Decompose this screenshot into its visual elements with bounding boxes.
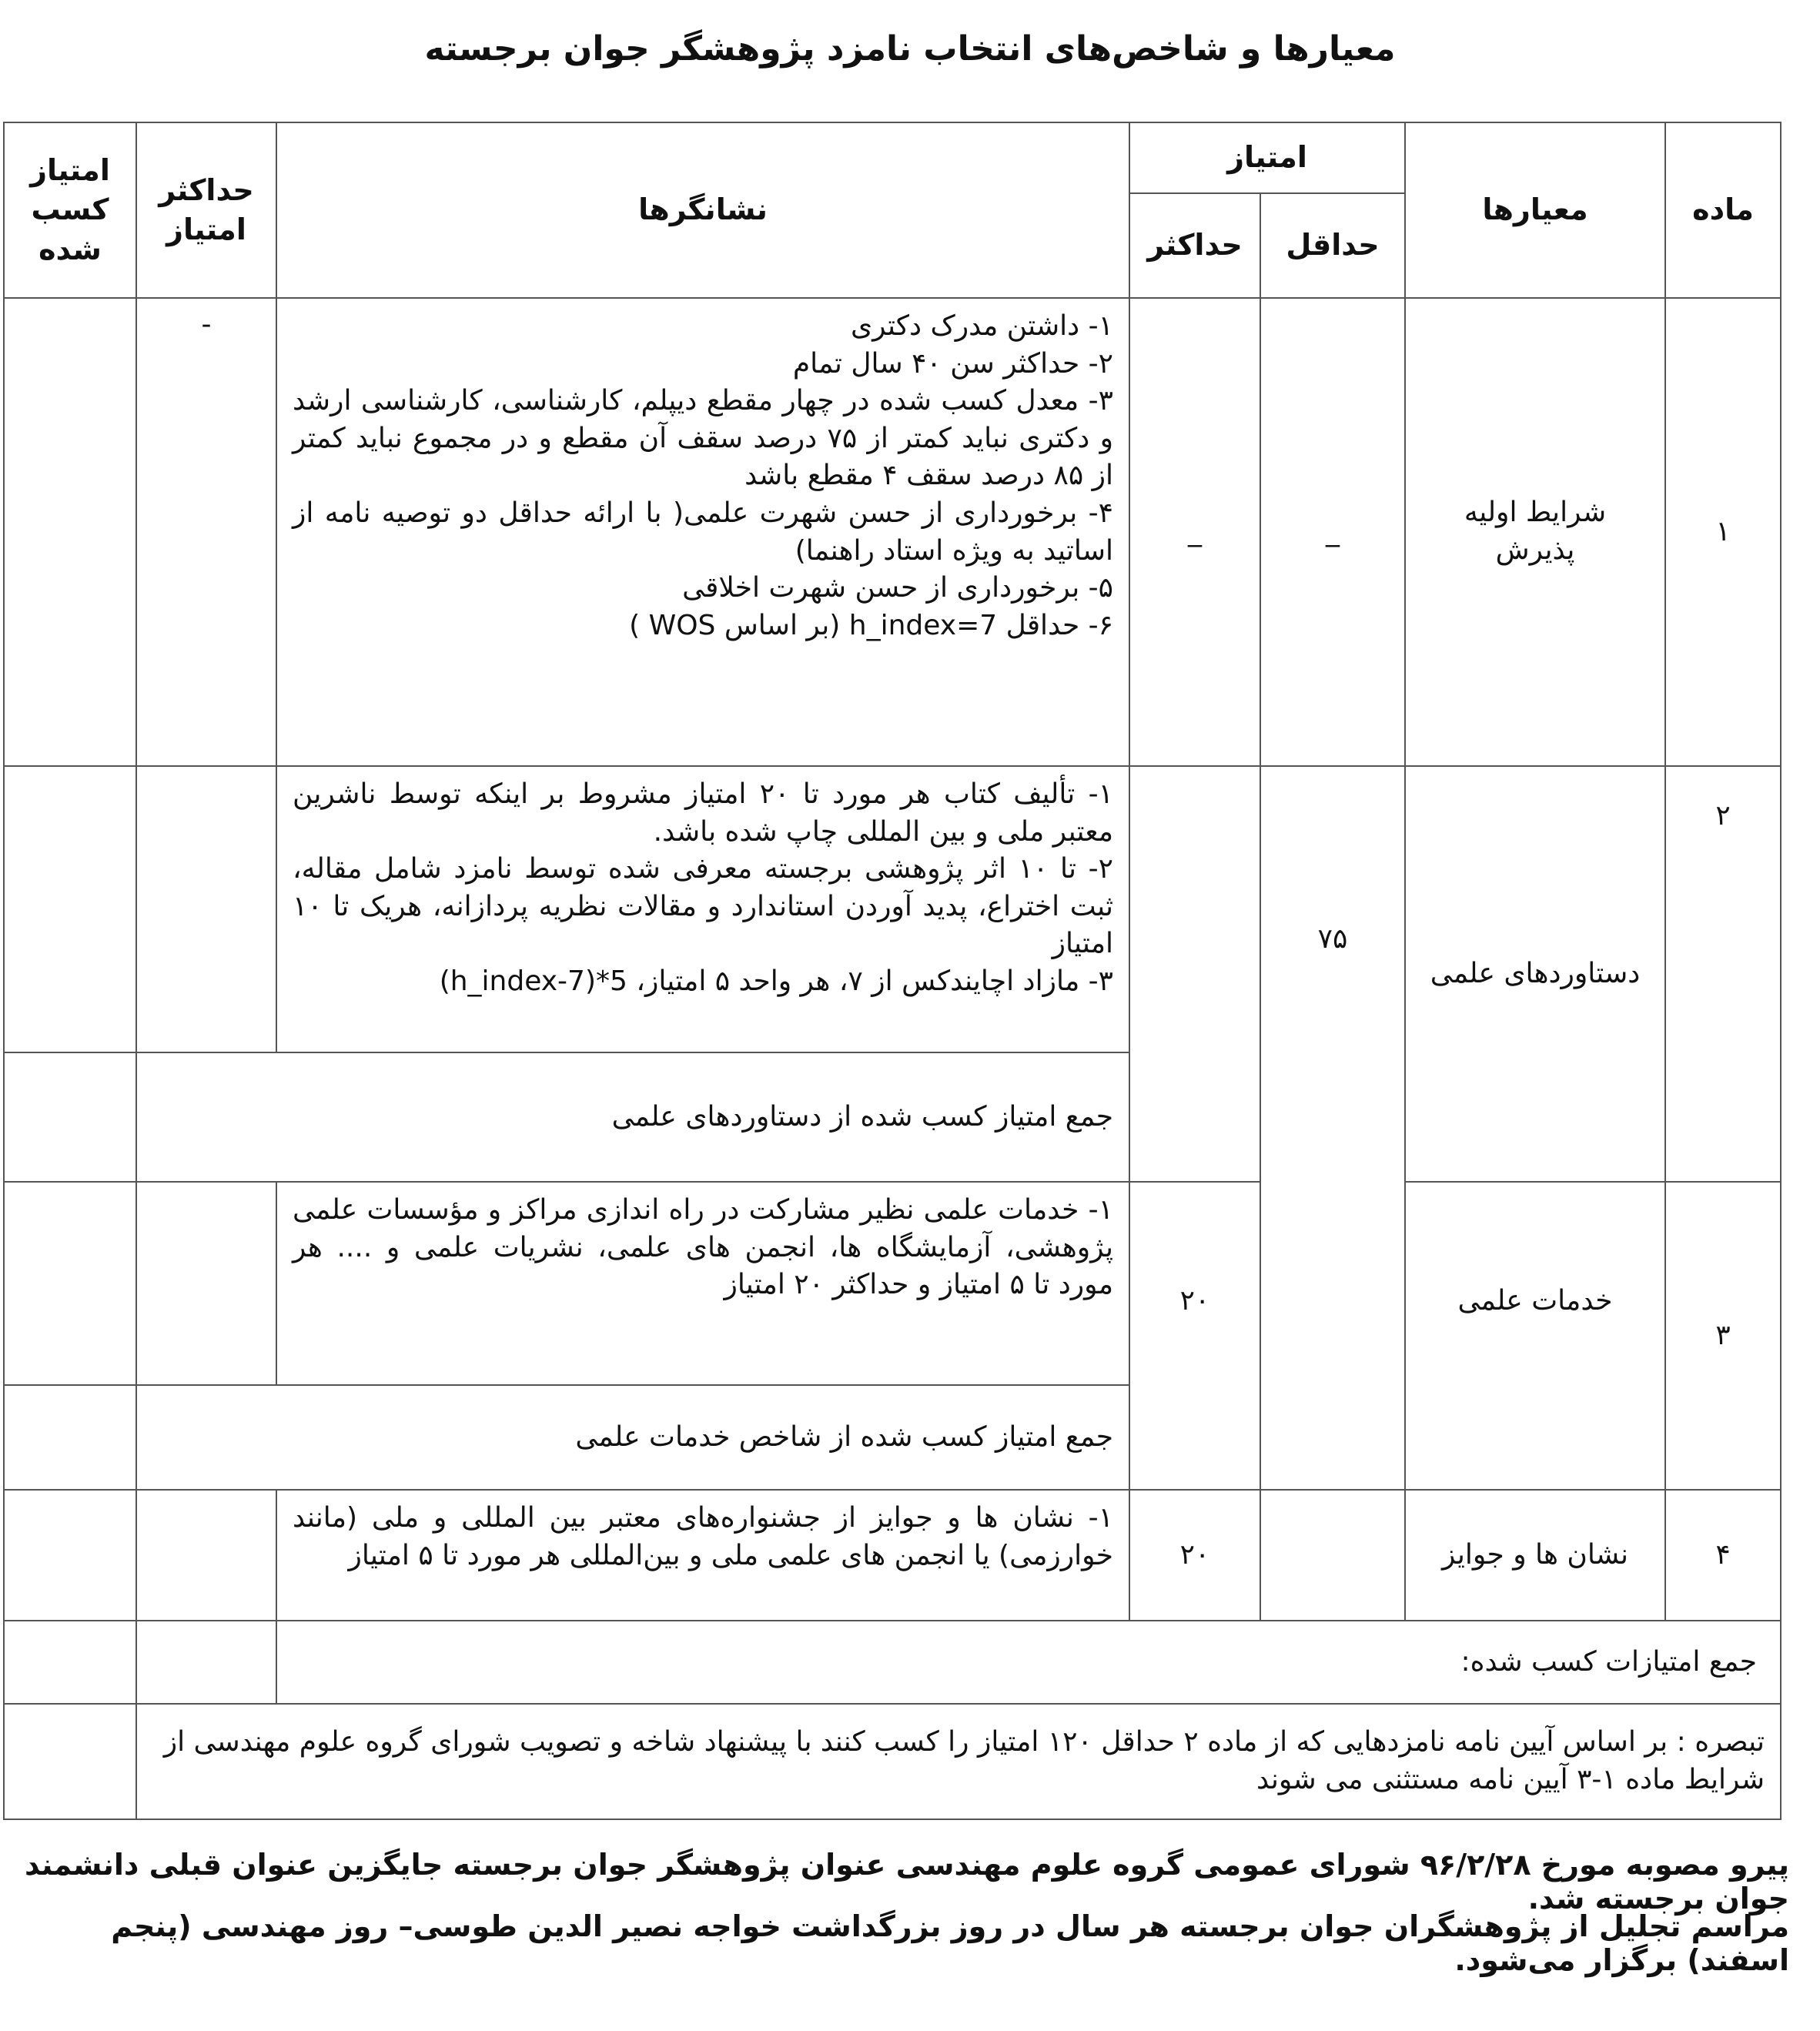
header-max-points: حداکثر امتیاز [136, 122, 276, 298]
header-criteria: معیارها [1405, 122, 1665, 298]
row-earned [4, 298, 136, 766]
indicator-item: ۱- داشتن مدرک دکتری [851, 310, 1113, 342]
table-row [4, 1490, 1781, 1621]
row-max-points: - [136, 298, 276, 766]
note-row [4, 1704, 1781, 1819]
total-row [4, 1621, 1781, 1704]
header-row [4, 122, 1781, 193]
row-earned [4, 1490, 136, 1621]
footer-line: پیرو مصوبه مورخ ۹۶/۲/۲۸ شورای عمومی گروه علوم مهندسی عنوان پژوهشگر جوان برجسته جایگزین عنوان قبلی دانشمند جوان برجسته شد. [25, 1848, 1789, 1916]
page-title: معیارها و شاخص‌های انتخاب نامزد پژوهشگر جوان برجسته [424, 29, 1396, 69]
row-indicators [276, 1490, 1129, 1621]
row-max: _ [1129, 298, 1260, 766]
row-max-points [136, 766, 276, 1052]
indicator-item: ۶- حداقل h_index=7 (بر اساس WOS ) [629, 609, 1113, 641]
row-num: ۲ [1665, 766, 1781, 1182]
row-indicators [276, 1182, 1129, 1385]
row-min: _ [1260, 298, 1405, 766]
footer-line: مراسم تجلیل از پژوهشگران جوان برجسته هر سال در روز بزرگداشت خواجه نصیر الدین طوسی– روز مهندسی (پنجم اسفند) برگزار می‌شود. [111, 1909, 1789, 1977]
row-max-points [136, 1490, 276, 1621]
row-num: ۱ [1665, 298, 1781, 766]
indicator-item: ۲- حداکثر سن ۴۰ سال تمام [792, 347, 1113, 380]
note-text: تبصره : بر اساس آیین نامه نامزدهایی که از ماده ۲ حداقل ۱۲۰ امتیاز را کسب کنند با پیشنهاد شاخه و تصویب شورای گروه علوم مهندسی از شرایط ماده ۱-۳ آیین نامه مستثنی می شوند [136, 1704, 1781, 1819]
row-min [1260, 1490, 1405, 1621]
row-max: ۲۰ [1129, 1182, 1260, 1490]
row-max-points [136, 1182, 276, 1385]
row-criteria: شرایط اولیه پذیرش [1405, 298, 1665, 766]
sum-label: جمع امتیاز کسب شده از دستاوردهای علمی [136, 1052, 1129, 1182]
note-earned [4, 1704, 136, 1819]
total-earned [4, 1621, 136, 1704]
header-score: امتیاز [1129, 122, 1405, 193]
row-criteria: خدمات علمی [1405, 1182, 1665, 1490]
indicator-item: ۱- خدمات علمی نظیر مشارکت در راه اندازی مراکز و مؤسسات علمی پژوهشی، آزمایشگاه ها، انجمن های علمی، نشریات علمی و .... هر مورد تا ۵ امتیاز و حداکثر ۲۰ امتیاز [293, 1194, 1113, 1301]
row-earned [4, 766, 136, 1052]
row-earned [4, 1182, 136, 1385]
header-indicators: نشانگرها [276, 122, 1129, 298]
row-indicators [276, 298, 1129, 766]
indicator-item: ۱- نشان ها و جوایز از جشنواره‌های معتبر بین المللی و ملی (مانند خوارزمی) یا انجمن های علمی ملی و بین‌المللی هر مورد تا ۵ امتیاز [293, 1502, 1113, 1571]
table-row [4, 1182, 1781, 1385]
row-num: ۳ [1665, 1182, 1781, 1490]
header-num: ماده [1665, 122, 1781, 298]
indicator-item: ۳- معدل کسب شده در چهار مقطع دیپلم، کارشناسی، کارشناسی ارشد و دکتری نباید کمتر از ۷۵ درصد سقف آن مقطع و در مجموع نباید کمتر از ۸۵ درصد سقف ۴ مقطع باشد [293, 385, 1114, 492]
row-indicators [276, 766, 1129, 1052]
criteria-table [3, 122, 1782, 1820]
sum-label: جمع امتیاز کسب شده از شاخص خدمات علمی [136, 1385, 1129, 1490]
total-max-points [136, 1621, 276, 1704]
indicator-item: ۳- مازاد اچایندکس از ۷، هر واحد ۵ امتیاز، 5*(h_index-7) [439, 965, 1113, 997]
header-earned: امتیاز کسب شده [4, 122, 136, 298]
table-row [4, 298, 1781, 766]
row-max [1129, 766, 1260, 1182]
indicator-item: ۵- برخورداری از حسن شهرت اخلاقی [682, 572, 1113, 604]
sum-earned [4, 1385, 136, 1490]
total-label: جمع امتیازات کسب شده: [276, 1621, 1781, 1704]
indicator-item: ۴- برخورداری از حسن شهرت علمی( با ارائه حداقل دو توصیه نامه از اساتید به ویژه استاد راهنما) [293, 497, 1113, 567]
row-min: ۷۵ [1260, 766, 1405, 1490]
sum-earned [4, 1052, 136, 1182]
row-criteria: دستاوردهای علمی [1405, 766, 1665, 1182]
table-row [4, 766, 1781, 1052]
header-min: حداقل [1260, 193, 1405, 298]
header-max: حداکثر [1129, 193, 1260, 298]
indicator-item: ۲- تا ۱۰ اثر پژوهشی برجسته معرفی شده توسط نامزد شامل مقاله، ثبت اختراع، پدید آوردن استاندارد و مقالات نظریه پردازانه، هریک تا ۱۰ امتیاز [293, 853, 1114, 960]
row-num: ۴ [1665, 1490, 1781, 1621]
row-max: ۲۰ [1129, 1490, 1260, 1621]
indicator-item: ۱- تألیف کتاب هر مورد تا ۲۰ امتیاز مشروط بر اینکه توسط ناشرین معتبر ملی و بین المللی چاپ شده باشد. [293, 778, 1113, 848]
row-criteria: نشان ها و جوایز [1405, 1490, 1665, 1621]
